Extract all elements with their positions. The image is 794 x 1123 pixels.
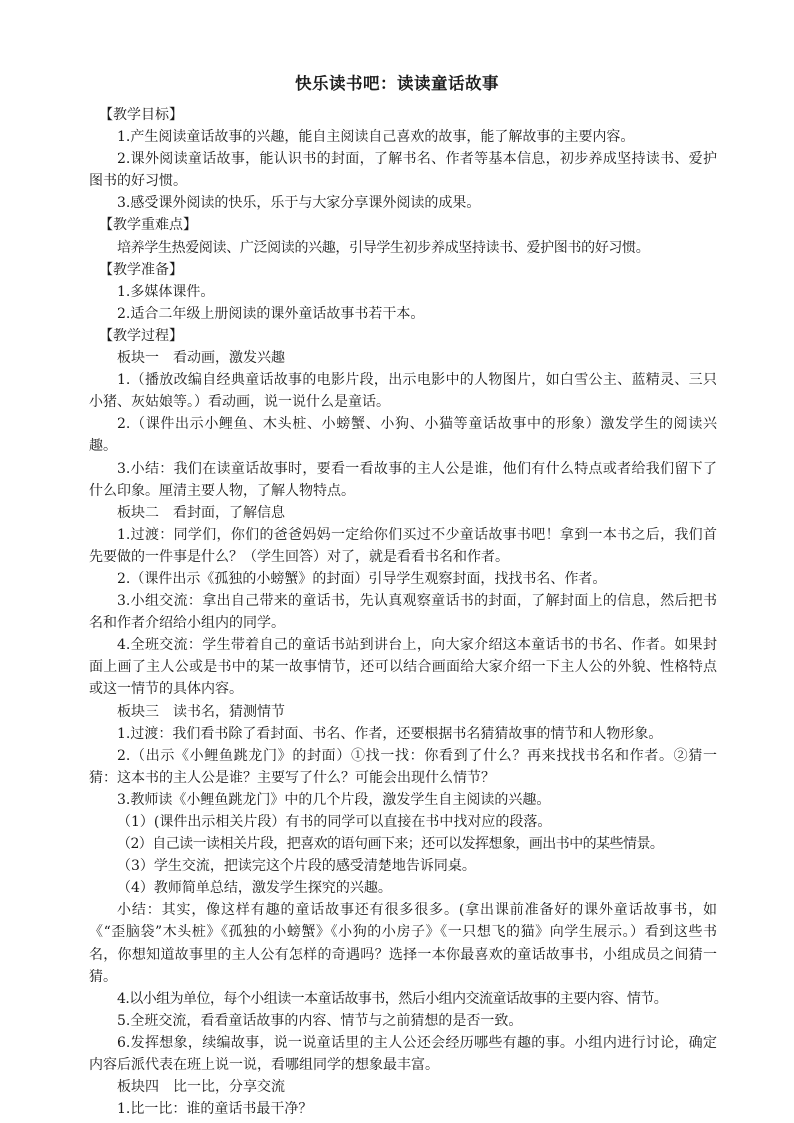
paragraph: 3.感受课外阅读的快乐，乐于与大家分享课外阅读的成果。 [117,195,481,212]
document-body [89,104,717,1120]
paragraph: （4）教师简单总结，激发学生探究的兴趣。 [117,880,392,897]
paragraph: 1.过渡：我们看书除了看封面、书名、作者，还要根据书名猜猜故事的情节和人物形象。 [117,725,663,742]
section-heading: 【教学过程】 [99,327,183,344]
paragraph: 6.发挥想象，续编故事，说一说童话里的主人公还会经历哪些有趣的事。小组内进行讨论，确定内容后派代表在班上说一说，看哪组同学的想象最丰富。 [89,1034,717,1074]
paragraph: 2.（课件出示小鲤鱼、木头桩、小螃蟹、小狗、小猫等童话故事中的形象）激发学生的阅读兴趣。 [89,416,717,455]
paragraph: 1.（播放改编自经典童话故事的电影片段，出示电影中的人物图片，如白雪公主、蓝精灵、三只小猪、灰姑娘等。）看动画，说一说什么是童话。 [89,372,717,411]
paragraph: 2.（课件出示《孤独的小螃蟹》的封面）引导学生观察封面，找找书名、作者。 [117,570,607,587]
paragraph: 培养学生热爱阅读、广泛阅读的兴趣，引导学生初步养成坚持读书、爱护图书的好习惯。 [117,239,650,256]
paragraph: 3.小结：我们在读童话故事时，要看一看故事的主人公是谁，他们有什么特点或者给我们留下了什么印象。厘清主要人物，了解人物特点。 [89,460,717,499]
paragraph: 板块二 看封面，了解信息 [117,504,285,521]
paragraph: 4.以小组为单位，每个小组读一本童话故事书，然后小组内交流童话故事的主要内容、情节。 [117,990,668,1007]
paragraph: 5.全班交流，看看童话故事的内容、情节与之前猜想的是否一致。 [117,1012,523,1029]
paragraph: 1.比一比：谁的童话书最干净？ [117,1101,313,1118]
paragraph: （1）(课件出示相关片段）有书的同学可以直接在书中找对应的段落。 [117,814,552,830]
paragraph: 板块三 读书名，猜测情节 [117,703,285,720]
section-heading: 【教学重难点】 [99,217,197,234]
section-heading: 【教学准备】 [99,261,183,278]
paragraph: 4.全班交流：学生带着自己的童话书站到讲台上，向大家介绍这本童话书的书名、作者。如果封面上画了主人公或是书中的某一故事情节，还可以结合画面给大家介绍一下主人公的外貌、性格特点或这一情节的具体内容。 [89,637,717,698]
paragraph: 2.适合二年级上册阅读的课外童话故事书若干本。 [117,305,425,322]
document-title: 快乐读书吧：读读童话故事 [295,74,499,93]
paragraph: 1.过渡：同学们，你们的爸爸妈妈一定给你们买过不少童话故事书吧！拿到一本书之后，我们首先要做的一件事是什么？（学生回答）对了，就是看看书名和作者。 [89,526,717,565]
section-heading: 【教学目标】 [99,107,183,123]
paragraph: （2）自己读一读相关片段，把喜欢的语句画下来；还可以发挥想象，画出书中的某些情景。 [117,836,664,853]
paragraph: 3.小组交流：拿出自己带来的童话书，先认真观察童话书的封面，了解封面上的信息，然后把书名和作者介绍给小组内的同学。 [89,593,717,632]
paragraph: 2.课外阅读童话故事，能认识书的封面，了解书名、作者等基本信息，初步养成坚持读书、爱护图书的好习惯。 [89,151,717,190]
paragraph: 小结：其实，像这样有趣的童话故事还有很多很多。(拿出课前准备好的课外童话故事书，如《“歪脑袋”木头桩》《孤独的小螃蟹》《小狗的小房子》《一只想飞的猫》向学生展示。）看到这些书名，你想知道故事里的主人公有怎样的奇遇吗？选择一本你最喜欢的童话故事书，小组成员之间猜一猜。 [89,902,717,985]
paragraph: 板块一 看动画，激发兴趣 [117,350,285,367]
paragraph: 板块四 比一比，分享交流 [117,1079,285,1096]
paragraph: 1.产生阅读童话故事的兴趣，能自主阅读自己喜欢的故事，能了解故事的主要内容。 [117,129,635,146]
paragraph: 2.（出示《小鲤鱼跳龙门》的封面）①找一找：你看到了什么？再来找找书名和作者。②猜一猜：这本书的主人公是谁？主要写了什么？可能会出现什么情节？ [89,747,717,786]
paragraph: 1.多媒体课件。 [117,283,215,300]
paragraph: （3）学生交流，把读完这个片段的感受清楚地告诉同桌。 [117,858,476,875]
paragraph: 3.教师读《小鲤鱼跳龙门》中的几个片段，激发学生自主阅读的兴趣。 [117,791,551,808]
